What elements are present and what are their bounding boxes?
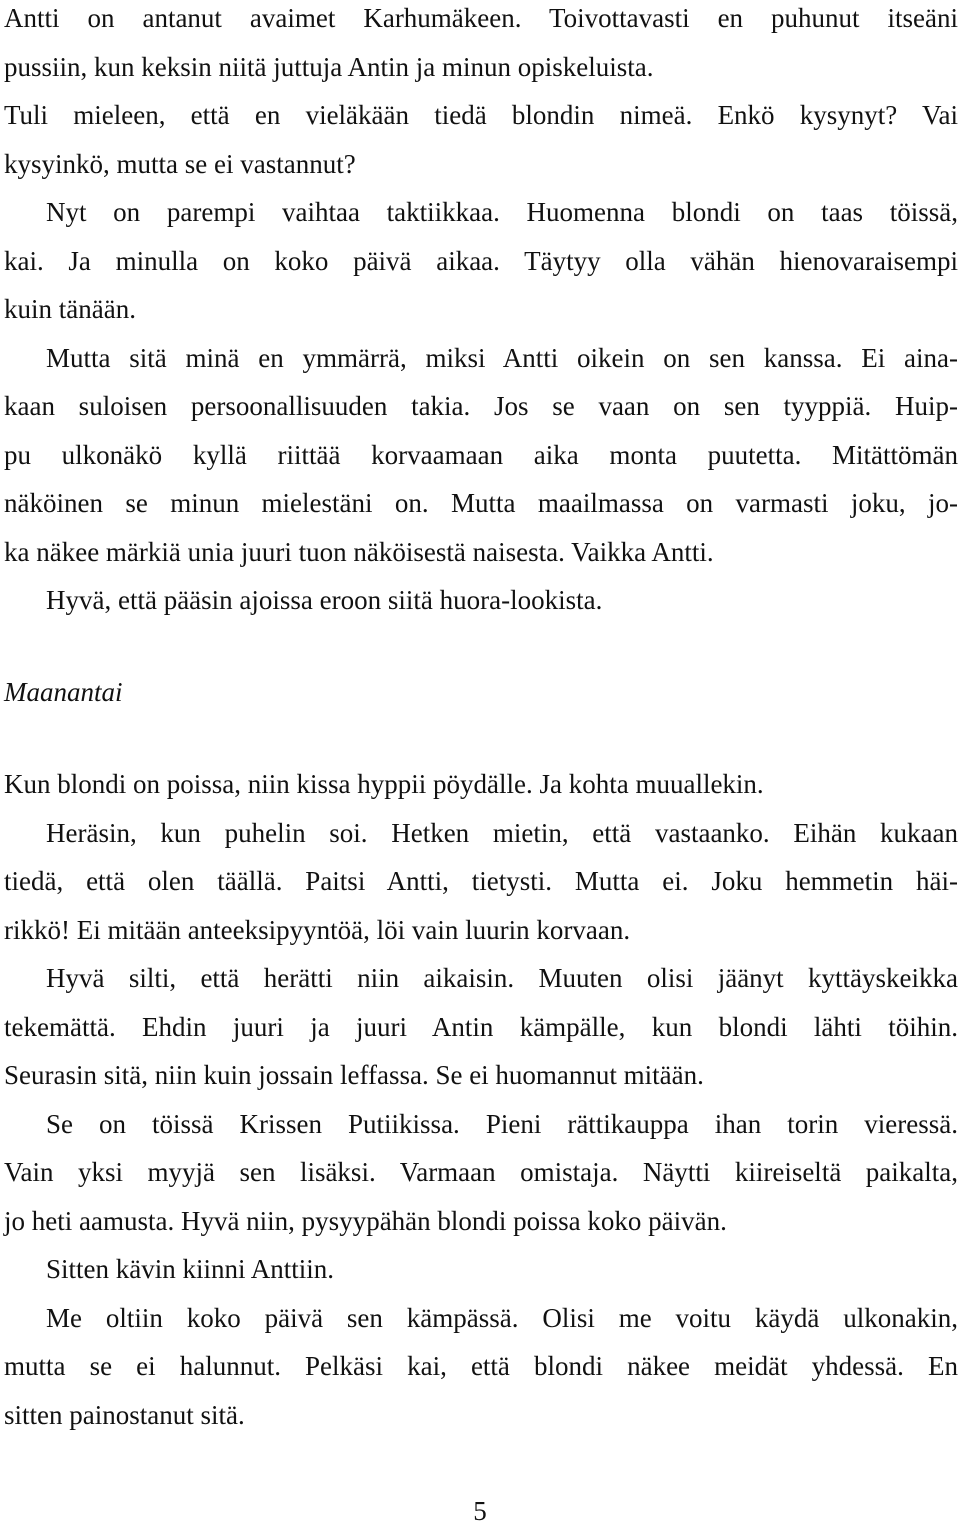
paragraph-4 [4,334,958,577]
section-heading: Maanantai [4,677,123,707]
text-line: Se on töissä Krissen Putiikissa. Pieni rättikauppa ihan torin vieressä. [46,1108,958,1139]
text-line: rikkö! Ei mitään anteeksipyyntöä, löi vain luurin korvaan. [4,914,631,945]
text-line: Sitten kävin kiinni Anttiin. [46,1254,335,1284]
text-line: kai. Ja minulla on koko päivä aikaa. Täytyy olla vähän hienovaraisempi [4,245,958,276]
text-line: ka näkee märkiä unia juuri tuon näköisestä naisesta. Vaikka Antti. [4,536,714,567]
text-line: Antti on antanut avaimet Karhumäkeen. Toivottavasti en puhunut itseäni [4,3,958,33]
page-number: 5 [473,1496,487,1526]
text-section-1 [4,0,958,625]
text-line: Me oltiin koko päivä sen kämpässä. Olisi me voitu käydä ulkonakin, [46,1302,958,1333]
paragraph-8 [4,954,958,1100]
text-line: näköinen se minun mielestäni on. Mutta maailmassa on varmasti joku, jo- [4,488,958,518]
text-line: Seurasin sitä, niin kuin jossain leffassa. Se ei huomannut mitään. [4,1060,704,1090]
paragraph-2 [4,91,958,188]
paragraph-11 [4,1294,958,1440]
text-line: pussiin, kun keksin niitä juttuja Antin ja minun opiskeluista. [4,51,654,82]
text-line: tekemättä. Ehdin juuri ja juuri Antin kämpälle, kun blondi lähti töihin. [4,1011,958,1042]
text-line: mutta se ei halunnut. Pelkäsi kai, että blondi näkee meidät yhdessä. En [4,1351,958,1381]
text-line: Kun blondi on poissa, niin kissa hyppii pöydälle. Ja kohta muuallekin. [4,769,764,799]
paragraph-5 [4,576,958,625]
paragraph-7 [4,809,958,955]
text-line: Tuli mieleen, että en vieläkään tiedä blondin nimeä. Enkö kysynyt? Vai [4,100,958,130]
text-line: Hyvä silti, että herätti niin aikaisin. Muuten olisi jäänyt kyttäyskeikka [46,963,958,993]
paragraph-10 [4,1245,958,1294]
text-line: jo heti aamusta. Hyvä niin, pysyypähän blondi poissa koko päivän. [4,1205,727,1236]
text-section-2 [4,760,958,1439]
text-line: Mutta sitä minä en ymmärrä, miksi Antti oikein on sen kanssa. Ei aina- [46,342,958,373]
paragraph-3 [4,188,958,334]
paragraph-1 [4,0,958,91]
text-line: kaan suloisen persoonallisuuden takia. Jos se vaan on sen tyyppiä. Huip- [4,391,958,421]
text-line: Vain yksi myyjä sen lisäksi. Varmaan omistaja. Näytti kiireiseltä paikalta, [4,1157,958,1187]
text-line: kuin tänään. [4,294,136,324]
text-line: Nyt on parempi vaihtaa taktiikkaa. Huomenna blondi on taas töissä, [46,197,958,227]
paragraph-9 [4,1100,958,1246]
text-line: kysyinkö, mutta se ei vastannut? [4,148,356,179]
text-line: tiedä, että olen täällä. Paitsi Antti, tietysti. Mutta ei. Joku hemmetin häi- [4,866,958,896]
paragraph-6 [4,760,958,809]
text-line: Hyvä, että pääsin ajoissa eroon siitä huora-lookista. [46,585,603,615]
text-line: Heräsin, kun puhelin soi. Hetken mietin, että vastaanko. Eihän kukaan [46,817,958,848]
text-line: sitten painostanut sitä. [4,1399,245,1430]
text-line: pu ulkonäkö kyllä riittää korvaamaan aika monta puutetta. Mitättömän [4,439,958,470]
